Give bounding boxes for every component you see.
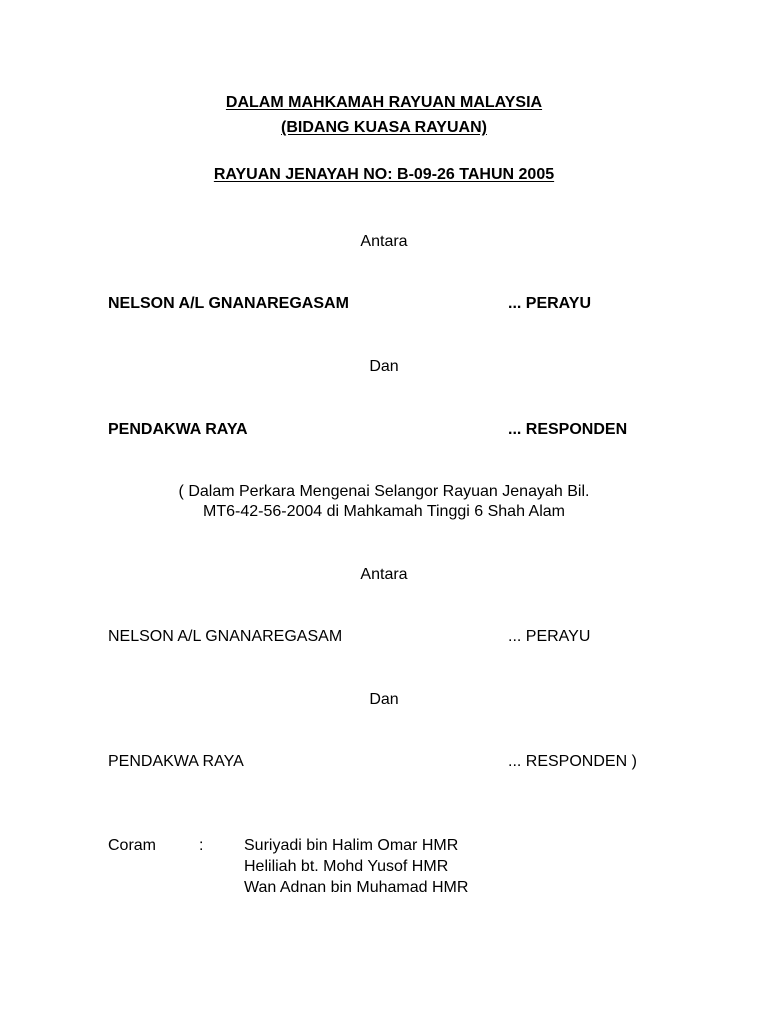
and-label-lower: Dan [369, 691, 399, 708]
coram-judge: Heliliah bt. Mohd Yusof HMR [244, 858, 449, 875]
coram-judge: Wan Adnan bin Muhamad HMR [244, 879, 469, 896]
between-label: Antara [360, 233, 408, 250]
coram-colon: : [199, 837, 204, 854]
respondent-role: ... RESPONDEN [508, 421, 628, 438]
matter-note-line-2: MT6-42-56-2004 di Mahkamah Tinggi 6 Shah Alam [203, 503, 565, 520]
lower-respondent-name: PENDAKWA RAYA [108, 753, 244, 770]
coram-judge: Suriyadi bin Halim Omar HMR [244, 837, 459, 854]
and-label: Dan [369, 358, 399, 375]
lower-appellant-name: NELSON A/L GNANAREGASAM [108, 628, 343, 645]
matter-note-line-1: ( Dalam Perkara Mengenai Selangor Rayuan Jenayah Bil. [178, 483, 590, 500]
court-title: DALAM MAHKAMAH RAYUAN MALAYSIA [225, 94, 543, 111]
lower-appellant-role: ... PERAYU [508, 628, 591, 645]
lower-respondent-role: ... RESPONDEN ) [508, 753, 637, 770]
appellant-role: ... PERAYU [508, 295, 591, 312]
appeal-number: RAYUAN JENAYAH NO: B-09-26 TAHUN 2005 [213, 166, 555, 183]
appellant-name: NELSON A/L GNANAREGASAM [108, 295, 349, 312]
coram-label: Coram [108, 837, 157, 854]
jurisdiction-title: (BIDANG KUASA RAYUAN) [281, 119, 487, 136]
respondent-name: PENDAKWA RAYA [108, 421, 248, 438]
between-label-lower: Antara [360, 566, 408, 583]
